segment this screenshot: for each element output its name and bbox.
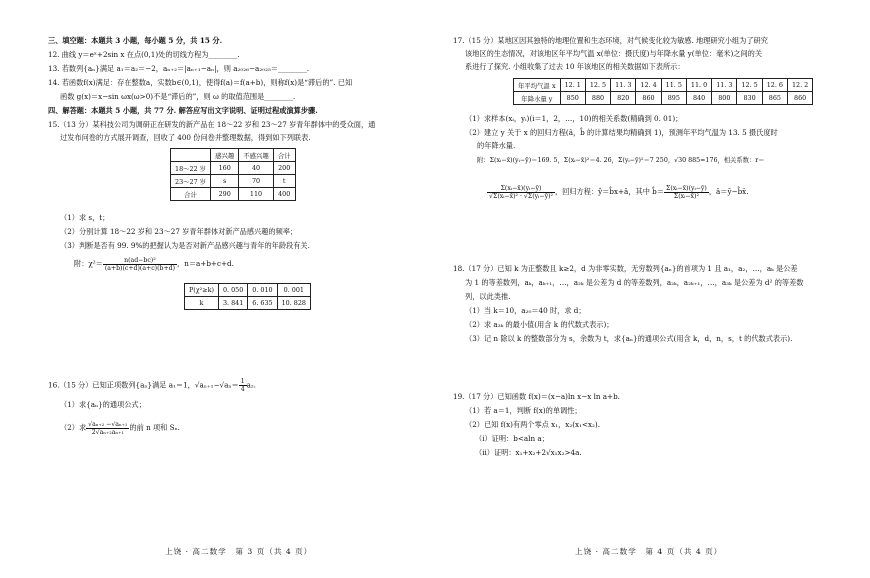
q16-fraction: [239, 378, 247, 393]
correlation-denominator: √Σ(xᵢ−x̄)² · √Σ(yᵢ−ȳ)²: [489, 192, 553, 200]
table-cell: 860: [636, 92, 661, 105]
question-16-part-1: （1）求{aₙ}的通项公式；: [60, 400, 146, 409]
table-row: [171, 175, 296, 188]
slope-denominator: Σ(xᵢ−x̄)²: [673, 192, 699, 200]
section-4-heading: 四、解答题：本题共 5 小题，共 77 分. 解答应写出文字说明、证明过程或演算步骤.: [48, 106, 318, 115]
table-cell: 850: [560, 92, 585, 105]
correlation-fraction: [487, 185, 555, 200]
table-cell: 70: [239, 175, 274, 188]
table-cell: 860: [787, 92, 812, 105]
table-cell: 年平均气温 x: [514, 79, 561, 92]
table-cell: 11. 3: [611, 79, 636, 92]
question-17-line-2: 该地区的生态情况，对该地区年平均气温 x(单位：摄氏度)与年降水量 y(单位：毫米)之间的关: [465, 49, 763, 58]
question-17-part-2-line-2: 的年降水量.: [477, 141, 516, 150]
table-row: [171, 149, 296, 162]
table-cell: 160: [211, 162, 239, 175]
table-cell: 11. 5: [661, 79, 686, 92]
regression-formulas: [487, 180, 749, 204]
page-footer: 上饶 · 高二数学 第 4 页（共 4 页）: [575, 547, 723, 556]
table-cell: 880: [585, 92, 610, 105]
formula-numerator: n(ad−bc)²: [103, 257, 177, 265]
question-17-line-3: 系进行了探究. 小组收集了过去 10 年该地区的相关数据如下表所示：: [465, 62, 685, 71]
question-19-line-1: 19.（17 分）已知函数 f(x)＝(x−a)ln x−x ln a+b.: [453, 392, 620, 401]
question-14-line-2: 函数 g(x)＝x−sin ωx(ω>0)不是“滞后的”，则 ω 的取值范围是________.: [60, 92, 296, 101]
q16-part2-text-b: 的前 n 项和 Sₙ.: [129, 423, 180, 432]
question-16-line-1: [48, 378, 256, 393]
critical-value-table: [184, 283, 311, 310]
q16-part2-fraction: [86, 421, 129, 436]
slope-numerator: Σ(xᵢ−x̄)(yᵢ−ȳ): [665, 184, 707, 192]
correlation-numerator: Σ(xᵢ−x̄)(yᵢ−ȳ): [487, 185, 555, 193]
table-row: [171, 162, 296, 175]
table-cell: 合计: [171, 188, 211, 201]
question-18-part-2: （2）求 a₃ₖ 的最小值(用含 k 的代数式表示)；: [465, 320, 614, 329]
table-cell: 23～27 岁: [171, 175, 211, 188]
table-cell: 12. 4: [636, 79, 661, 92]
question-15-part-1: （1）求 s，t；: [60, 213, 110, 222]
table-cell: 12. 2: [787, 79, 812, 92]
climate-data-table: [513, 78, 813, 105]
table-cell: k: [185, 297, 219, 310]
table-cell: 不感兴趣: [239, 149, 274, 162]
contingency-table: [170, 148, 296, 201]
table-cell: 290: [211, 188, 239, 201]
table-row: [171, 188, 296, 201]
regression-text-a: ，回归方程：ŷ＝b̂x+â，其中 b̂＝: [554, 187, 664, 196]
question-14-line-1: 14. 若函数f(x)满足：存在整数a，实数b∈(0,1)，使得f(a)＝f(a+b)，则称f(x)是“滞后的”. 已知: [48, 78, 353, 87]
table-cell: s: [211, 175, 239, 188]
table-cell: 合计: [273, 149, 295, 162]
table-cell: 11. 0: [686, 79, 711, 92]
table-row: [514, 92, 813, 105]
table-cell: 40: [239, 162, 274, 175]
section-3-heading: 三、填空题：本题共 3 小题，每小题 5 分，共 15 分.: [48, 36, 223, 45]
q16-frac-numerator: 1: [240, 378, 245, 385]
table-cell: 11. 3: [712, 79, 737, 92]
table-cell: 840: [686, 92, 711, 105]
table-cell: [171, 149, 211, 162]
regression-text-b: ，â＝ȳ−b̂x̄.: [708, 187, 749, 196]
question-19-part-1: （1）若 a＝1，判断 f(x)的单调性；: [465, 406, 582, 415]
table-row: [185, 297, 311, 310]
page-footer: 上饶 · 高二数学 第 3 页（共 4 页）: [165, 547, 313, 556]
table-cell: 10. 828: [277, 297, 310, 310]
formula-denominator: (a+b)(c+d)(a+c)(b+d): [104, 264, 176, 272]
question-17-line-1: 17.（15 分）某地区因其独特的地理位置和生态环境，对气候变化较为敏感. 地理研究小组为了研究: [453, 36, 768, 45]
table-cell: 0. 010: [248, 284, 277, 297]
table-cell: t: [273, 175, 295, 188]
question-15-part-3: （3）判断是否有 99. 9%的把握认为是否对新产品感兴趣与青年的年龄段有关.: [60, 241, 310, 250]
q16-part2-numerator: √aₙ₊₂ −√aₙ₊₁: [88, 420, 128, 428]
table-cell: 830: [737, 92, 762, 105]
q16-text-b: a₂.: [246, 380, 257, 390]
q16-part2-text-a: （2）求: [60, 423, 87, 432]
question-18-part-3: （3）记 n 除以 k 的整数部分为 s，余数为 t，求{aₙ}的通项公式(用含 k，d，n，s，t 的代数式表示).: [465, 334, 793, 343]
table-cell: 感兴趣: [211, 149, 239, 162]
question-18-line-1: 18.（17 分）已知 k 为正整数且 k≥2，d 为非零实数，无穷数列{aₙ}的首项为 1 且 a₁，a₂，…，aₖ 是公差: [453, 264, 798, 273]
table-cell: 865: [762, 92, 787, 105]
table-cell: 12. 1: [560, 79, 585, 92]
table-cell: 12. 5: [737, 79, 762, 92]
chi-square-formula: [74, 256, 234, 272]
table-cell: 800: [712, 92, 737, 105]
q16-frac-denominator: 4: [240, 386, 245, 393]
formula-suffix: ，n＝a+b+c+d.: [177, 259, 234, 268]
table-cell: 400: [273, 188, 295, 201]
question-18-line-3: 列，以此类推.: [465, 292, 511, 301]
table-cell: 18～22 岁: [171, 162, 211, 175]
table-cell: 0. 050: [218, 284, 247, 297]
question-13: 13. 若数列{aₙ}满足 a₁＝a₂＝−2，aₙ₊₂＝|aₙ₊₁−aₙ|，则 a₂₀₂₆−a₂₀₂₅＝________.: [48, 64, 310, 73]
question-17-part-1: （1）求样本(xᵢ，yᵢ)(i＝1，2，…，10)的相关系数(精确到 0. 01)；: [465, 114, 683, 123]
question-18-part-1: （1）当 k＝10，a₂₀＝40 时，求 d；: [465, 306, 586, 315]
slope-fraction: [664, 185, 709, 200]
table-cell: P(χ²≥k): [185, 284, 219, 297]
table-cell: 820: [611, 92, 636, 105]
table-cell: 12. 6: [762, 79, 787, 92]
question-15-line-2: 过发布问卷的方式展开调查，回收了 400 份问卷并整理数据，得到如下列联表.: [60, 133, 311, 142]
question-19-part-2: （2）已知 f(x)有两个零点 x₁，x₂(x₁<x₂).: [465, 420, 600, 429]
q16-text-a: 16.（15 分）已知正项数列{aₙ}满足 a₁＝1，√aₙ₊₁−√aₙ＝: [48, 380, 239, 390]
question-15-line-1: 15.（13 分）某科技公司为调研正在研发的新产品在 18～22 岁和 23～27 岁青年群体中的受众面，通: [48, 120, 376, 129]
table-cell: 3. 841: [218, 297, 247, 310]
formula-prefix: 附：χ²＝: [74, 259, 103, 268]
question-18-line-2: 为 1 的等差数列，aₖ，aₖ₊₁，…，a₂ₖ 是公差为 d 的等差数列，a₂ₖ，a₂ₖ₊₁，…，a₃ₖ 是公差为 d² 的等差数: [465, 278, 804, 287]
table-cell: 12. 5: [585, 79, 610, 92]
formula-fraction: [103, 257, 177, 272]
question-12: 12. 曲线 y＝eˣ+2sin x 在点(0,1)处的切线方程为________.: [48, 50, 240, 59]
question-15-part-2: （2）分别计算 18～22 岁和 23～27 岁青年群体对新产品感兴趣的频率；: [60, 227, 298, 236]
q16-part2-denominator: 2√aₙ₊₂aₙ₊₁: [91, 428, 124, 436]
table-cell: 895: [661, 92, 686, 105]
question-19-part-2-i: （i）证明：b<aln a；: [475, 434, 549, 443]
table-cell: 年降水量 y: [514, 92, 561, 105]
question-19-part-2-ii: （ii）证明：x₁+x₂+2√x₁x₂>4a.: [475, 448, 582, 457]
table-row: [185, 284, 311, 297]
table-cell: 200: [273, 162, 295, 175]
question-17-part-2-line-1: （2）建立 y 关于 x 的回归方程(â，b̂ 的计算结果均精确到 1)，预测年平均气温为 13. 5 摄氏度时: [465, 128, 778, 137]
table-row: [514, 79, 813, 92]
question-16-part-2: [60, 419, 180, 437]
table-cell: 6. 635: [248, 297, 277, 310]
question-17-given-data: 附：Σ(xᵢ−x̄)(yᵢ−ȳ)＝169. 5，Σ(xᵢ−x̄)²＝4. 26，Σ(yᵢ−ȳ)²＝7 250，√30 885≈176，相关系数：r＝: [477, 157, 765, 164]
table-cell: 0. 001: [277, 284, 310, 297]
table-cell: 110: [239, 188, 274, 201]
page-4: [435, 0, 870, 578]
